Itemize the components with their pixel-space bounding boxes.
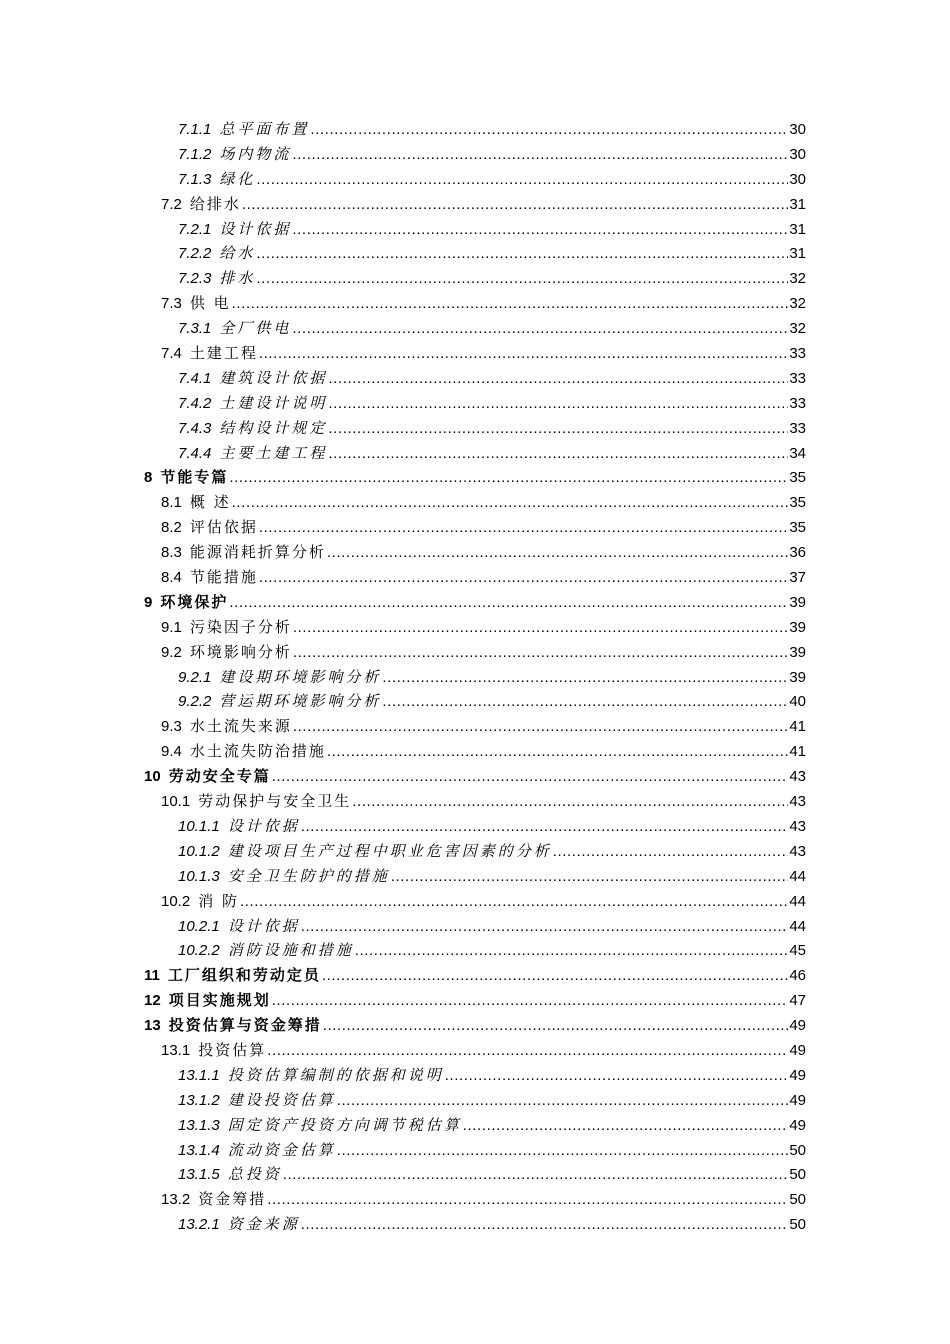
toc-entry-title: 绿化 <box>219 169 256 188</box>
toc-entry-page-number: 41 <box>789 743 806 761</box>
toc-entry-title: 资金来源 <box>227 1215 300 1234</box>
toc-entry-number: 13.2.1 <box>178 1216 220 1234</box>
dot-leader <box>256 168 788 193</box>
toc-entry-number: 8.4 <box>161 569 182 587</box>
toc-entry-title: 投资估算 <box>198 1040 267 1059</box>
toc-entry-number: 7.4.2 <box>178 394 212 412</box>
toc-entry-page-number: 33 <box>789 394 806 412</box>
toc-entry-page-number: 49 <box>789 1066 806 1084</box>
dot-leader <box>256 267 788 292</box>
toc-entry[interactable] <box>144 739 806 764</box>
toc-entry[interactable] <box>144 266 806 291</box>
toc-entry-number: 13.1.5 <box>178 1166 220 1184</box>
dot-leader <box>355 939 789 964</box>
toc-entry-page-number: 43 <box>789 768 806 786</box>
dot-leader <box>259 516 788 541</box>
toc-entry-title: 供 电 <box>189 294 231 313</box>
toc-entry[interactable] <box>144 764 806 789</box>
toc-entry-page-number: 50 <box>789 1191 806 1209</box>
toc-entry[interactable] <box>144 341 806 366</box>
toc-entry-title: 投资估算与资金筹措 <box>168 1016 322 1035</box>
toc-entry[interactable] <box>144 963 806 988</box>
dot-leader <box>267 1188 788 1213</box>
toc-entry-page-number: 32 <box>789 295 806 313</box>
toc-entry-title: 环境保护 <box>160 592 229 611</box>
toc-entry[interactable] <box>144 914 806 939</box>
toc-entry[interactable] <box>144 789 806 814</box>
toc-entry[interactable] <box>144 291 806 316</box>
dot-leader <box>382 666 788 691</box>
toc-entry-title: 劳动保护与安全卫生 <box>198 792 352 811</box>
toc-entry-number: 7.4.1 <box>178 369 212 387</box>
toc-entry-page-number: 47 <box>789 992 806 1010</box>
toc-entry-number: 13.1.3 <box>178 1116 220 1134</box>
dot-leader <box>293 641 788 666</box>
dot-leader <box>272 989 789 1014</box>
dot-leader <box>242 193 788 218</box>
toc-entry-page-number: 30 <box>789 145 806 163</box>
toc-entry-number: 13.1.2 <box>178 1091 220 1109</box>
toc-entry-title: 排水 <box>219 269 256 288</box>
toc-entry-title: 总平面布置 <box>219 120 310 138</box>
toc-entry[interactable] <box>144 1038 806 1063</box>
toc-entry-page-number: 43 <box>789 793 806 811</box>
toc-entry-title: 概 述 <box>189 493 231 512</box>
toc-entry-title: 给水 <box>219 244 256 263</box>
toc-entry[interactable] <box>144 316 806 341</box>
toc-entry[interactable] <box>144 665 806 690</box>
toc-entry-number: 7.1.3 <box>178 170 212 188</box>
dot-leader <box>232 292 789 317</box>
dot-leader <box>293 715 788 740</box>
toc-entry[interactable] <box>144 490 806 515</box>
toc-entry-number: 9 <box>144 593 153 611</box>
toc-entry-number: 8.2 <box>161 519 182 537</box>
dot-leader <box>337 1089 789 1114</box>
toc-entry-title: 流动资金估算 <box>227 1140 336 1159</box>
toc-entry[interactable] <box>144 889 806 914</box>
toc-entry[interactable] <box>144 192 806 217</box>
toc-entry-number: 9.2 <box>161 643 182 661</box>
toc-entry[interactable] <box>144 1113 806 1138</box>
toc-entry-page-number: 41 <box>789 718 806 736</box>
toc-entry[interactable] <box>144 1088 806 1113</box>
toc-entry-page-number: 30 <box>789 170 806 188</box>
toc-entry-number: 9.1 <box>161 618 182 636</box>
toc-entry-page-number: 50 <box>789 1216 806 1234</box>
dot-leader <box>391 865 789 890</box>
dot-leader <box>267 1039 788 1064</box>
toc-entry[interactable] <box>144 590 806 615</box>
toc-entry-title: 消 防 <box>198 891 239 910</box>
toc-entry[interactable] <box>144 1187 806 1212</box>
toc-entry-page-number: 44 <box>789 892 806 910</box>
toc-entry-page-number: 35 <box>789 519 806 537</box>
toc-entry-title: 给排水 <box>189 194 241 213</box>
toc-entry-number: 9.3 <box>161 718 182 736</box>
toc-entry-title: 节能专篇 <box>160 468 229 487</box>
dot-leader <box>327 740 788 765</box>
toc-entry-number: 13.1.1 <box>178 1066 220 1084</box>
toc-entry-title: 污染因子分析 <box>189 617 292 636</box>
toc-entry-number: 10.2 <box>161 892 191 910</box>
toc-entry-number: 7.4 <box>161 345 182 363</box>
toc-entry-number: 13 <box>144 1017 161 1035</box>
toc-entry[interactable] <box>144 814 806 839</box>
dot-leader <box>259 566 788 591</box>
dot-leader <box>337 1139 789 1164</box>
toc-entry-number: 8 <box>144 469 153 487</box>
toc-entry-title: 固定资产投资方向调节税估算 <box>227 1115 462 1134</box>
toc-entry-page-number: 30 <box>789 121 806 138</box>
toc-entry[interactable] <box>144 1013 806 1038</box>
toc-entry[interactable] <box>144 241 806 266</box>
toc-entry-title: 工厂组织和劳动定员 <box>167 966 321 985</box>
toc-entry-number: 10.2.2 <box>178 942 220 960</box>
toc-entry-title: 资金筹措 <box>198 1190 267 1209</box>
toc-entry[interactable] <box>144 714 806 739</box>
dot-leader <box>328 392 788 417</box>
toc-entry-page-number: 31 <box>789 195 806 213</box>
toc-entry[interactable] <box>144 465 806 490</box>
toc-entry-page-number: 39 <box>789 593 806 611</box>
toc-entry-title: 全厂供电 <box>219 319 292 338</box>
toc-entry-number: 7.3.1 <box>178 320 212 338</box>
dot-leader <box>382 690 788 715</box>
toc-entry-number: 11 <box>144 967 160 985</box>
toc-entry[interactable] <box>144 1138 806 1163</box>
toc-entry-page-number: 44 <box>789 867 806 885</box>
toc-entry-page-number: 32 <box>789 320 806 338</box>
dot-leader <box>232 491 789 516</box>
toc-entry-title: 场内物流 <box>219 144 292 163</box>
dot-leader <box>292 143 788 168</box>
toc-entry-page-number: 32 <box>789 270 806 288</box>
dot-leader <box>463 1114 789 1139</box>
toc-entry[interactable] <box>144 1162 806 1187</box>
toc-entry-page-number: 33 <box>789 369 806 387</box>
toc-entry-number: 8.3 <box>161 544 182 562</box>
dot-leader <box>328 367 788 392</box>
toc-entry-title: 设计依据 <box>219 219 292 238</box>
toc-entry[interactable] <box>144 441 806 466</box>
toc-entry-number: 10.2.1 <box>178 917 220 935</box>
toc-entry-title: 建筑设计依据 <box>219 368 328 387</box>
toc-entry[interactable] <box>144 839 806 864</box>
toc-entry-page-number: 40 <box>789 693 806 711</box>
toc-entry-page-number: 33 <box>789 345 806 363</box>
toc-entry-page-number: 34 <box>789 444 806 462</box>
toc-entry-number: 7.2 <box>161 195 182 213</box>
dot-leader <box>259 342 788 367</box>
toc-entry-page-number: 49 <box>789 1116 806 1134</box>
dot-leader <box>553 840 789 865</box>
toc-entry-number: 7.4.4 <box>178 444 212 462</box>
toc-entry-title: 主要土建工程 <box>219 443 328 462</box>
toc-entry-page-number: 50 <box>789 1166 806 1184</box>
toc-entry[interactable] <box>144 689 806 714</box>
toc-entry-number: 13.1 <box>161 1041 191 1059</box>
toc-entry-page-number: 43 <box>789 817 806 835</box>
toc-entry[interactable] <box>144 938 806 963</box>
toc-entry-page-number: 43 <box>789 842 806 860</box>
toc-entry-title: 消防设施和措施 <box>227 941 354 960</box>
dot-leader <box>301 1213 789 1238</box>
toc-entry-number: 10.1.2 <box>178 842 220 860</box>
dot-leader <box>323 1014 789 1039</box>
toc-entry-title: 评估依据 <box>189 518 258 537</box>
toc-entry-page-number: 35 <box>789 494 806 512</box>
toc-entry-title: 土建工程 <box>189 344 258 363</box>
toc-entry-title: 建设投资估算 <box>227 1090 336 1109</box>
toc-entry[interactable] <box>144 864 806 889</box>
toc-entry-number: 10 <box>144 768 161 786</box>
toc-entry-title: 营运期环境影响分析 <box>219 692 382 711</box>
toc-entry-title: 设计依据 <box>227 816 300 835</box>
dot-leader <box>293 616 788 641</box>
toc-entry-title: 建设期环境影响分析 <box>219 667 382 686</box>
toc-entry[interactable] <box>144 416 806 441</box>
dot-leader <box>292 317 788 342</box>
toc-entry[interactable] <box>144 142 806 167</box>
toc-entry[interactable] <box>144 615 806 640</box>
toc-entry-title: 建设项目生产过程中职业危害因素的分析 <box>227 841 552 860</box>
dot-leader <box>256 242 788 267</box>
dot-leader <box>322 964 788 989</box>
toc-entry-page-number: 49 <box>789 1091 806 1109</box>
dot-leader <box>352 790 788 815</box>
toc-entry-title: 能源消耗折算分析 <box>189 543 326 562</box>
toc-entry-page-number: 35 <box>789 469 806 487</box>
dot-leader <box>327 541 788 566</box>
toc-entry-title: 安全卫生防护的措施 <box>227 866 390 885</box>
toc-entry-number: 13.1.4 <box>178 1141 220 1159</box>
dot-leader <box>328 417 788 442</box>
toc-entry-title: 投资估算编制的依据和说明 <box>227 1065 444 1084</box>
toc-entry-page-number: 49 <box>789 1041 806 1059</box>
toc-entry[interactable] <box>144 167 806 192</box>
toc-entry-number: 10.1.3 <box>178 867 220 885</box>
toc-entry-page-number: 39 <box>789 668 806 686</box>
toc-entry-title: 设计依据 <box>227 916 300 935</box>
toc-entry-page-number: 33 <box>789 419 806 437</box>
toc-entry-page-number: 39 <box>789 618 806 636</box>
toc-entry-title: 项目实施规划 <box>168 991 271 1010</box>
toc-entry-number: 7.2.2 <box>178 245 212 263</box>
toc-entry[interactable] <box>144 117 806 142</box>
toc-entry[interactable] <box>144 1063 806 1088</box>
dot-leader <box>229 466 788 491</box>
toc-entry-number: 13.2 <box>161 1191 191 1209</box>
toc-entry-title: 水土流失防治措施 <box>189 742 326 761</box>
toc-entry-page-number: 44 <box>789 917 806 935</box>
dot-leader <box>310 118 788 143</box>
dot-leader <box>301 815 789 840</box>
table-of-contents <box>144 117 806 1237</box>
dot-leader <box>229 591 788 616</box>
toc-entry[interactable] <box>144 988 806 1013</box>
toc-entry[interactable] <box>144 366 806 391</box>
dot-leader <box>328 442 788 467</box>
toc-entry-title: 土建设计说明 <box>219 393 328 412</box>
toc-entry-number: 9.2.2 <box>178 693 212 711</box>
toc-entry-number: 7.1.2 <box>178 145 212 163</box>
toc-entry-number: 7.4.3 <box>178 419 212 437</box>
dot-leader <box>292 218 788 243</box>
toc-entry-number: 9.2.1 <box>178 668 212 686</box>
toc-entry-page-number: 37 <box>789 569 806 587</box>
toc-entry-title: 水土流失来源 <box>189 717 292 736</box>
toc-entry-page-number: 50 <box>789 1141 806 1159</box>
toc-entry-page-number: 46 <box>789 967 806 985</box>
dot-leader <box>240 890 788 915</box>
toc-entry[interactable] <box>144 217 806 242</box>
toc-entry[interactable] <box>144 540 806 565</box>
toc-entry-page-number: 39 <box>789 643 806 661</box>
toc-entry[interactable] <box>144 391 806 416</box>
toc-entry-title: 总投资 <box>227 1165 282 1184</box>
toc-entry-title: 结构设计规定 <box>219 418 328 437</box>
toc-entry[interactable] <box>144 565 806 590</box>
dot-leader <box>301 915 789 940</box>
toc-entry-number: 7.2.3 <box>178 270 212 288</box>
dot-leader <box>272 765 789 790</box>
dot-leader <box>445 1064 789 1089</box>
toc-entry-number: 10.1 <box>161 793 191 811</box>
toc-entry-title: 劳动安全专篇 <box>168 767 271 786</box>
toc-entry-number: 7.2.1 <box>178 220 212 238</box>
toc-entry[interactable] <box>144 515 806 540</box>
toc-entry-number: 8.1 <box>161 494 182 512</box>
toc-entry-number: 7.1.1 <box>178 121 212 138</box>
toc-entry-number: 7.3 <box>161 295 182 313</box>
toc-entry-page-number: 31 <box>789 245 806 263</box>
toc-entry[interactable] <box>144 1212 806 1237</box>
toc-entry-number: 9.4 <box>161 743 182 761</box>
toc-entry-page-number: 45 <box>789 942 806 960</box>
dot-leader <box>283 1163 789 1188</box>
toc-entry-number: 10.1.1 <box>178 817 220 835</box>
toc-entry-page-number: 49 <box>789 1017 806 1035</box>
toc-entry-page-number: 31 <box>789 220 806 238</box>
toc-entry-page-number: 36 <box>789 544 806 562</box>
toc-entry-title: 环境影响分析 <box>189 642 292 661</box>
toc-entry-title: 节能措施 <box>189 568 258 587</box>
toc-entry[interactable] <box>144 640 806 665</box>
toc-entry-number: 12 <box>144 992 161 1010</box>
